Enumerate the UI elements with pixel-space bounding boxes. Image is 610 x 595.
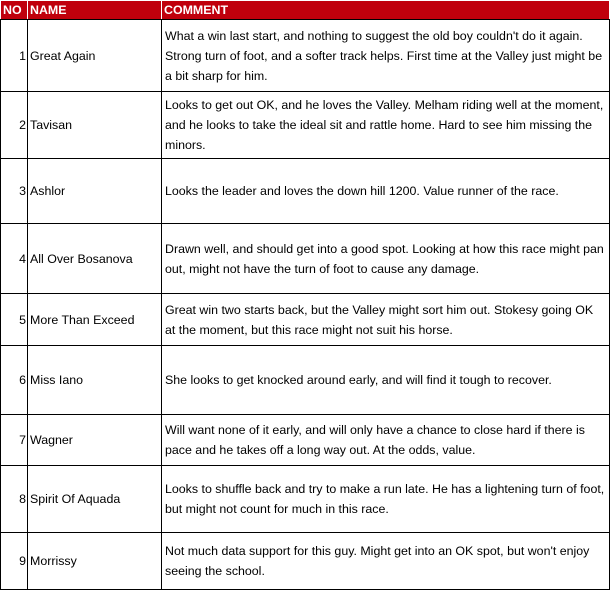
row-no: 1 <box>1 20 28 92</box>
row-name: Spirit Of Aquada <box>28 466 162 533</box>
table-row <box>1 415 610 466</box>
row-comment: Great win two starts back, but the Valley might sort him out. Stokesy going OK at the moment, but this race might not suit his horse. <box>162 294 610 346</box>
row-comment: She looks to get knocked around early, and will find it tough to recover. <box>162 346 610 415</box>
row-name: Morrissy <box>28 533 162 590</box>
row-comment: Looks the leader and loves the down hill 1200. Value runner of the race. <box>162 159 610 224</box>
row-comment: Looks to shuffle back and try to make a run late. He has a lightening turn of foot, but might not count for much in this race. <box>162 466 610 533</box>
row-name: Great Again <box>28 20 162 92</box>
table-row <box>1 294 610 346</box>
header-row <box>1 1 610 20</box>
row-name: More Than Exceed <box>28 294 162 346</box>
header-no: NO <box>1 1 28 20</box>
table-row <box>1 159 610 224</box>
table-row <box>1 20 610 92</box>
row-name: Miss Iano <box>28 346 162 415</box>
table-row <box>1 224 610 294</box>
row-no: 5 <box>1 294 28 346</box>
row-name: Ashlor <box>28 159 162 224</box>
row-comment: Drawn well, and should get into a good spot. Looking at how this race might pan out, might not have the turn of foot to cause any damage. <box>162 224 610 294</box>
row-name: Tavisan <box>28 92 162 159</box>
table-row <box>1 346 610 415</box>
row-comment: Not much data support for this guy. Might get into an OK spot, but won't enjoy seeing the school. <box>162 533 610 590</box>
header-name: NAME <box>28 1 162 20</box>
row-no: 4 <box>1 224 28 294</box>
row-no: 9 <box>1 533 28 590</box>
row-comment: Will want none of it early, and will only have a chance to close hard if there is pace and he takes off a long way out. At the odds, value. <box>162 415 610 466</box>
table-row <box>1 92 610 159</box>
table-row <box>1 533 610 590</box>
row-name: Wagner <box>28 415 162 466</box>
header-comment: COMMENT <box>162 1 610 20</box>
row-no: 6 <box>1 346 28 415</box>
row-no: 3 <box>1 159 28 224</box>
row-no: 7 <box>1 415 28 466</box>
row-comment: What a win last start, and nothing to suggest the old boy couldn't do it again. Strong turn of foot, and a softer track helps. First time at the Valley just might be a bit sharp for him. <box>162 20 610 92</box>
row-no: 2 <box>1 92 28 159</box>
row-no: 8 <box>1 466 28 533</box>
table-row <box>1 466 610 533</box>
row-name: All Over Bosanova <box>28 224 162 294</box>
row-comment: Looks to get out OK, and he loves the Valley. Melham riding well at the moment, and he looks to take the ideal sit and rattle home. Hard to see him missing the minors. <box>162 92 610 159</box>
